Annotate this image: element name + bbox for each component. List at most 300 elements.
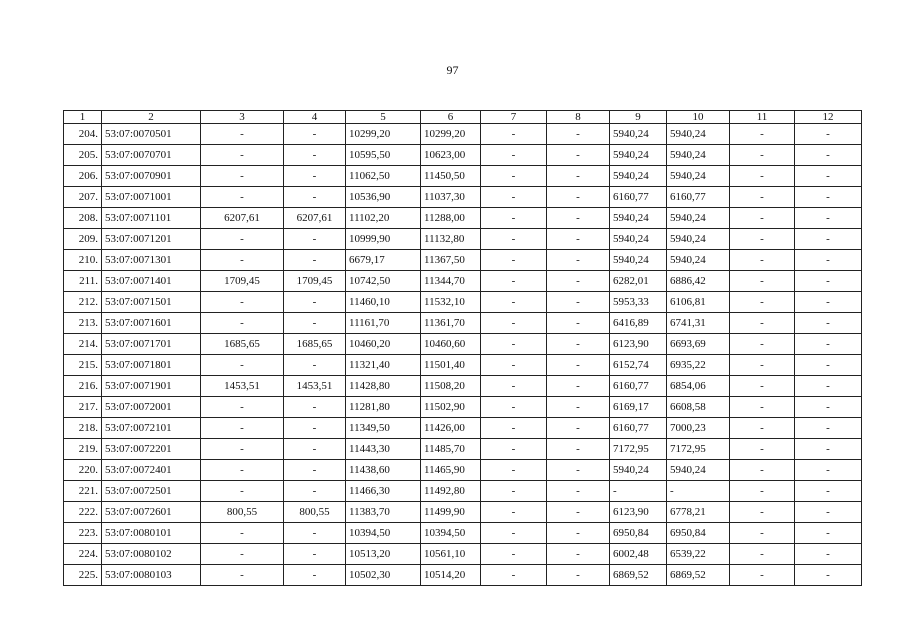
value-col-9-cell: 5940,24 — [610, 124, 667, 145]
cadastral-number-cell: 53:07:0071901 — [102, 376, 201, 397]
row-number-cell: 221. — [64, 481, 102, 502]
value-col-4-cell: - — [284, 292, 346, 313]
value-col-12-cell: - — [795, 334, 862, 355]
value-col-12-cell: - — [795, 166, 862, 187]
value-col-9-cell: 7172,95 — [610, 439, 667, 460]
cadastral-number-cell: 53:07:0072601 — [102, 502, 201, 523]
value-col-8-cell: - — [547, 376, 610, 397]
value-col-5-cell: 11321,40 — [346, 355, 421, 376]
value-col-6-cell: 11485,70 — [421, 439, 481, 460]
value-col-9-cell: 5940,24 — [610, 229, 667, 250]
value-col-9-cell: 6869,52 — [610, 565, 667, 586]
value-col-7-cell: - — [481, 271, 547, 292]
value-col-4-cell: - — [284, 229, 346, 250]
value-col-11-cell: - — [730, 523, 795, 544]
value-col-4-cell: - — [284, 397, 346, 418]
value-col-6-cell: 11532,10 — [421, 292, 481, 313]
cadastral-number-cell: 53:07:0072101 — [102, 418, 201, 439]
column-header-8: 8 — [547, 111, 610, 124]
column-header-9: 9 — [610, 111, 667, 124]
row-number-cell: 224. — [64, 544, 102, 565]
value-col-12-cell: - — [795, 397, 862, 418]
value-col-3-cell: - — [201, 187, 284, 208]
cadastral-number-cell: 53:07:0071801 — [102, 355, 201, 376]
value-col-11-cell: - — [730, 565, 795, 586]
value-col-12-cell: - — [795, 481, 862, 502]
cadastral-number-cell: 53:07:0072401 — [102, 460, 201, 481]
value-col-9-cell: 6282,01 — [610, 271, 667, 292]
table-row — [64, 145, 862, 166]
value-col-7-cell: - — [481, 439, 547, 460]
value-col-6-cell: 10514,20 — [421, 565, 481, 586]
value-col-12-cell: - — [795, 355, 862, 376]
value-col-9-cell: 5940,24 — [610, 250, 667, 271]
column-header-6: 6 — [421, 111, 481, 124]
value-col-7-cell: - — [481, 208, 547, 229]
value-col-6-cell: 10623,00 — [421, 145, 481, 166]
value-col-7-cell: - — [481, 250, 547, 271]
value-col-4-cell: - — [284, 418, 346, 439]
value-col-8-cell: - — [547, 460, 610, 481]
value-col-10-cell: 6950,84 — [667, 523, 730, 544]
column-header-3: 3 — [201, 111, 284, 124]
value-col-12-cell: - — [795, 544, 862, 565]
value-col-8-cell: - — [547, 397, 610, 418]
value-col-7-cell: - — [481, 334, 547, 355]
value-col-8-cell: - — [547, 166, 610, 187]
value-col-10-cell: 6869,52 — [667, 565, 730, 586]
value-col-10-cell: 5940,24 — [667, 250, 730, 271]
value-col-7-cell: - — [481, 145, 547, 166]
value-col-12-cell: - — [795, 439, 862, 460]
table-row — [64, 523, 862, 544]
table-row — [64, 124, 862, 145]
value-col-7-cell: - — [481, 376, 547, 397]
value-col-11-cell: - — [730, 271, 795, 292]
row-number-cell: 213. — [64, 313, 102, 334]
value-col-9-cell: 5940,24 — [610, 166, 667, 187]
value-col-6-cell: 11501,40 — [421, 355, 481, 376]
row-number-cell: 211. — [64, 271, 102, 292]
column-header-2: 2 — [102, 111, 201, 124]
value-col-6-cell: 11288,00 — [421, 208, 481, 229]
value-col-7-cell: - — [481, 565, 547, 586]
value-col-3-cell: - — [201, 250, 284, 271]
value-col-10-cell: 6854,06 — [667, 376, 730, 397]
value-col-9-cell: 6123,90 — [610, 334, 667, 355]
value-col-9-cell: 5940,24 — [610, 460, 667, 481]
value-col-7-cell: - — [481, 124, 547, 145]
value-col-9-cell: 5953,33 — [610, 292, 667, 313]
value-col-12-cell: - — [795, 145, 862, 166]
value-col-8-cell: - — [547, 502, 610, 523]
value-col-3-cell: - — [201, 145, 284, 166]
value-col-7-cell: - — [481, 166, 547, 187]
value-col-6-cell: 10561,10 — [421, 544, 481, 565]
value-col-4-cell: - — [284, 187, 346, 208]
value-col-9-cell: 6169,17 — [610, 397, 667, 418]
value-col-5-cell: 10460,20 — [346, 334, 421, 355]
value-col-10-cell: 6741,31 — [667, 313, 730, 334]
value-col-10-cell: 6778,21 — [667, 502, 730, 523]
row-number-cell: 210. — [64, 250, 102, 271]
table-row — [64, 481, 862, 502]
value-col-5-cell: 10502,30 — [346, 565, 421, 586]
table-row — [64, 439, 862, 460]
value-col-4-cell: 1453,51 — [284, 376, 346, 397]
value-col-11-cell: - — [730, 250, 795, 271]
value-col-11-cell: - — [730, 187, 795, 208]
cadastral-number-cell: 53:07:0080102 — [102, 544, 201, 565]
row-number-cell: 205. — [64, 145, 102, 166]
cadastral-number-cell: 53:07:0071601 — [102, 313, 201, 334]
value-col-3-cell: 800,55 — [201, 502, 284, 523]
value-col-3-cell: - — [201, 397, 284, 418]
value-col-6-cell: 11132,80 — [421, 229, 481, 250]
value-col-11-cell: - — [730, 418, 795, 439]
value-col-11-cell: - — [730, 208, 795, 229]
value-col-10-cell: 5940,24 — [667, 208, 730, 229]
cadastral-number-cell: 53:07:0071001 — [102, 187, 201, 208]
value-col-10-cell: 6160,77 — [667, 187, 730, 208]
value-col-7-cell: - — [481, 397, 547, 418]
row-number-cell: 216. — [64, 376, 102, 397]
page-number: 97 — [446, 63, 459, 77]
row-number-cell: 207. — [64, 187, 102, 208]
row-number-cell: 219. — [64, 439, 102, 460]
cadastral-number-cell: 53:07:0071401 — [102, 271, 201, 292]
value-col-8-cell: - — [547, 271, 610, 292]
value-col-3-cell: - — [201, 166, 284, 187]
value-col-12-cell: - — [795, 565, 862, 586]
value-col-12-cell: - — [795, 460, 862, 481]
value-col-4-cell: - — [284, 439, 346, 460]
value-col-5-cell: 10536,90 — [346, 187, 421, 208]
value-col-8-cell: - — [547, 229, 610, 250]
value-col-4-cell: - — [284, 145, 346, 166]
value-col-11-cell: - — [730, 145, 795, 166]
value-col-6-cell: 11502,90 — [421, 397, 481, 418]
value-col-11-cell: - — [730, 481, 795, 502]
value-col-6-cell: 10299,20 — [421, 124, 481, 145]
table-row — [64, 397, 862, 418]
row-number-cell: 225. — [64, 565, 102, 586]
value-col-4-cell: - — [284, 166, 346, 187]
value-col-12-cell: - — [795, 187, 862, 208]
value-col-10-cell: 6693,69 — [667, 334, 730, 355]
value-col-6-cell: 11492,80 — [421, 481, 481, 502]
value-col-7-cell: - — [481, 544, 547, 565]
value-col-4-cell: - — [284, 481, 346, 502]
value-col-8-cell: - — [547, 355, 610, 376]
value-col-3-cell: - — [201, 544, 284, 565]
value-col-3-cell: - — [201, 523, 284, 544]
value-col-12-cell: - — [795, 271, 862, 292]
value-col-3-cell: 1685,65 — [201, 334, 284, 355]
row-number-cell: 223. — [64, 523, 102, 544]
column-header-10: 10 — [667, 111, 730, 124]
value-col-9-cell: 5940,24 — [610, 145, 667, 166]
value-col-4-cell: - — [284, 355, 346, 376]
value-col-11-cell: - — [730, 544, 795, 565]
value-col-6-cell: 10460,60 — [421, 334, 481, 355]
value-col-11-cell: - — [730, 376, 795, 397]
value-col-4-cell: - — [284, 313, 346, 334]
value-col-8-cell: - — [547, 439, 610, 460]
value-col-3-cell: 1709,45 — [201, 271, 284, 292]
row-number-cell: 215. — [64, 355, 102, 376]
value-col-6-cell: 11426,00 — [421, 418, 481, 439]
value-col-3-cell: - — [201, 460, 284, 481]
value-col-6-cell: 11361,70 — [421, 313, 481, 334]
cadastral-number-cell: 53:07:0071501 — [102, 292, 201, 313]
table-row — [64, 502, 862, 523]
value-col-10-cell: 7172,95 — [667, 439, 730, 460]
value-col-7-cell: - — [481, 355, 547, 376]
value-col-8-cell: - — [547, 208, 610, 229]
column-header-4: 4 — [284, 111, 346, 124]
value-col-9-cell: 6160,77 — [610, 376, 667, 397]
cadastral-number-cell: 53:07:0070501 — [102, 124, 201, 145]
value-col-4-cell: 1685,65 — [284, 334, 346, 355]
value-col-12-cell: - — [795, 523, 862, 544]
value-col-7-cell: - — [481, 313, 547, 334]
value-col-9-cell: 6416,89 — [610, 313, 667, 334]
value-col-11-cell: - — [730, 439, 795, 460]
value-col-10-cell: 6608,58 — [667, 397, 730, 418]
table-row — [64, 418, 862, 439]
column-header-1: 1 — [64, 111, 102, 124]
value-col-5-cell: 11349,50 — [346, 418, 421, 439]
row-number-cell: 212. — [64, 292, 102, 313]
value-col-3-cell: - — [201, 418, 284, 439]
cadastral-number-cell: 53:07:0071201 — [102, 229, 201, 250]
value-col-12-cell: - — [795, 418, 862, 439]
value-col-5-cell: 11062,50 — [346, 166, 421, 187]
header-row — [64, 111, 862, 124]
value-col-10-cell: 6935,22 — [667, 355, 730, 376]
value-col-8-cell: - — [547, 544, 610, 565]
value-col-11-cell: - — [730, 124, 795, 145]
value-col-5-cell: 11161,70 — [346, 313, 421, 334]
value-col-4-cell: 6207,61 — [284, 208, 346, 229]
row-number-cell: 208. — [64, 208, 102, 229]
value-col-5-cell: 11428,80 — [346, 376, 421, 397]
value-col-9-cell: 6160,77 — [610, 187, 667, 208]
column-header-11: 11 — [730, 111, 795, 124]
value-col-3-cell: - — [201, 124, 284, 145]
value-col-7-cell: - — [481, 418, 547, 439]
value-col-7-cell: - — [481, 460, 547, 481]
column-header-12: 12 — [795, 111, 862, 124]
row-number-cell: 206. — [64, 166, 102, 187]
value-col-8-cell: - — [547, 187, 610, 208]
value-col-3-cell: - — [201, 292, 284, 313]
value-col-6-cell: 10394,50 — [421, 523, 481, 544]
value-col-9-cell: 6002,48 — [610, 544, 667, 565]
value-col-8-cell: - — [547, 523, 610, 544]
cadastral-number-cell: 53:07:0072501 — [102, 481, 201, 502]
value-col-10-cell: 6886,42 — [667, 271, 730, 292]
value-col-5-cell: 11460,10 — [346, 292, 421, 313]
cadastral-number-cell: 53:07:0080103 — [102, 565, 201, 586]
cadastral-number-cell: 53:07:0072201 — [102, 439, 201, 460]
value-col-11-cell: - — [730, 502, 795, 523]
value-col-6-cell: 11508,20 — [421, 376, 481, 397]
value-col-11-cell: - — [730, 313, 795, 334]
table-row — [64, 250, 862, 271]
value-col-5-cell: 10742,50 — [346, 271, 421, 292]
table-row — [64, 271, 862, 292]
value-col-6-cell: 11344,70 — [421, 271, 481, 292]
value-col-12-cell: - — [795, 313, 862, 334]
value-col-10-cell: 6106,81 — [667, 292, 730, 313]
column-header-7: 7 — [481, 111, 547, 124]
value-col-11-cell: - — [730, 229, 795, 250]
value-col-10-cell: 6539,22 — [667, 544, 730, 565]
value-col-5-cell: 11281,80 — [346, 397, 421, 418]
table-row — [64, 376, 862, 397]
value-col-4-cell: 1709,45 — [284, 271, 346, 292]
row-number-cell: 222. — [64, 502, 102, 523]
cadastral-number-cell: 53:07:0072001 — [102, 397, 201, 418]
row-number-cell: 217. — [64, 397, 102, 418]
table-row — [64, 229, 862, 250]
table-row — [64, 166, 862, 187]
value-col-7-cell: - — [481, 502, 547, 523]
value-col-11-cell: - — [730, 292, 795, 313]
value-col-12-cell: - — [795, 502, 862, 523]
value-col-11-cell: - — [730, 397, 795, 418]
value-col-11-cell: - — [730, 166, 795, 187]
value-col-3-cell: - — [201, 355, 284, 376]
value-col-5-cell: 11383,70 — [346, 502, 421, 523]
value-col-10-cell: 5940,24 — [667, 229, 730, 250]
value-col-6-cell: 11367,50 — [421, 250, 481, 271]
value-col-8-cell: - — [547, 481, 610, 502]
value-col-8-cell: - — [547, 145, 610, 166]
value-col-6-cell: 11499,90 — [421, 502, 481, 523]
value-col-12-cell: - — [795, 124, 862, 145]
value-col-10-cell: 5940,24 — [667, 166, 730, 187]
table-row — [64, 313, 862, 334]
value-col-12-cell: - — [795, 208, 862, 229]
value-col-8-cell: - — [547, 124, 610, 145]
row-number-cell: 204. — [64, 124, 102, 145]
table-row — [64, 187, 862, 208]
cadastral-number-cell: 53:07:0070901 — [102, 166, 201, 187]
value-col-4-cell: - — [284, 544, 346, 565]
value-col-6-cell: 11037,30 — [421, 187, 481, 208]
value-col-7-cell: - — [481, 229, 547, 250]
value-col-8-cell: - — [547, 250, 610, 271]
cadastral-number-cell: 53:07:0070701 — [102, 145, 201, 166]
value-col-5-cell: 11443,30 — [346, 439, 421, 460]
table-row — [64, 292, 862, 313]
value-col-6-cell: 11465,90 — [421, 460, 481, 481]
value-col-4-cell: - — [284, 523, 346, 544]
value-col-8-cell: - — [547, 334, 610, 355]
row-number-cell: 220. — [64, 460, 102, 481]
data-table — [63, 110, 862, 586]
value-col-3-cell: - — [201, 439, 284, 460]
value-col-9-cell: 5940,24 — [610, 208, 667, 229]
value-col-5-cell: 10513,20 — [346, 544, 421, 565]
column-header-5: 5 — [346, 111, 421, 124]
row-number-cell: 214. — [64, 334, 102, 355]
value-col-11-cell: - — [730, 355, 795, 376]
value-col-9-cell: 6160,77 — [610, 418, 667, 439]
value-col-5-cell: 11438,60 — [346, 460, 421, 481]
value-col-5-cell: 11102,20 — [346, 208, 421, 229]
value-col-3-cell: - — [201, 229, 284, 250]
value-col-5-cell: 11466,30 — [346, 481, 421, 502]
value-col-10-cell: 5940,24 — [667, 124, 730, 145]
value-col-11-cell: - — [730, 460, 795, 481]
row-number-cell: 209. — [64, 229, 102, 250]
value-col-5-cell: 6679,17 — [346, 250, 421, 271]
value-col-7-cell: - — [481, 187, 547, 208]
value-col-5-cell: 10999,90 — [346, 229, 421, 250]
value-col-9-cell: 6152,74 — [610, 355, 667, 376]
value-col-6-cell: 11450,50 — [421, 166, 481, 187]
value-col-5-cell: 10595,50 — [346, 145, 421, 166]
value-col-10-cell: 7000,23 — [667, 418, 730, 439]
value-col-8-cell: - — [547, 313, 610, 334]
value-col-7-cell: - — [481, 481, 547, 502]
value-col-9-cell: - — [610, 481, 667, 502]
value-col-3-cell: - — [201, 481, 284, 502]
value-col-9-cell: 6950,84 — [610, 523, 667, 544]
value-col-9-cell: 6123,90 — [610, 502, 667, 523]
value-col-12-cell: - — [795, 250, 862, 271]
value-col-11-cell: - — [730, 334, 795, 355]
table-row — [64, 355, 862, 376]
value-col-12-cell: - — [795, 292, 862, 313]
table-row — [64, 208, 862, 229]
value-col-3-cell: - — [201, 565, 284, 586]
value-col-3-cell: 6207,61 — [201, 208, 284, 229]
value-col-12-cell: - — [795, 229, 862, 250]
value-col-12-cell: - — [795, 376, 862, 397]
value-col-8-cell: - — [547, 292, 610, 313]
table-row — [64, 544, 862, 565]
cadastral-number-cell: 53:07:0071101 — [102, 208, 201, 229]
value-col-8-cell: - — [547, 565, 610, 586]
row-number-cell: 218. — [64, 418, 102, 439]
value-col-7-cell: - — [481, 523, 547, 544]
value-col-4-cell: - — [284, 565, 346, 586]
cadastral-number-cell: 53:07:0071701 — [102, 334, 201, 355]
value-col-7-cell: - — [481, 292, 547, 313]
value-col-3-cell: 1453,51 — [201, 376, 284, 397]
value-col-4-cell: - — [284, 250, 346, 271]
table-row — [64, 565, 862, 586]
cadastral-number-cell: 53:07:0071301 — [102, 250, 201, 271]
value-col-4-cell: - — [284, 124, 346, 145]
table-row — [64, 334, 862, 355]
value-col-5-cell: 10394,50 — [346, 523, 421, 544]
value-col-10-cell: 5940,24 — [667, 460, 730, 481]
cadastral-number-cell: 53:07:0080101 — [102, 523, 201, 544]
table-row — [64, 460, 862, 481]
value-col-4-cell: 800,55 — [284, 502, 346, 523]
value-col-5-cell: 10299,20 — [346, 124, 421, 145]
value-col-8-cell: - — [547, 418, 610, 439]
value-col-10-cell: - — [667, 481, 730, 502]
value-col-3-cell: - — [201, 313, 284, 334]
value-col-10-cell: 5940,24 — [667, 145, 730, 166]
